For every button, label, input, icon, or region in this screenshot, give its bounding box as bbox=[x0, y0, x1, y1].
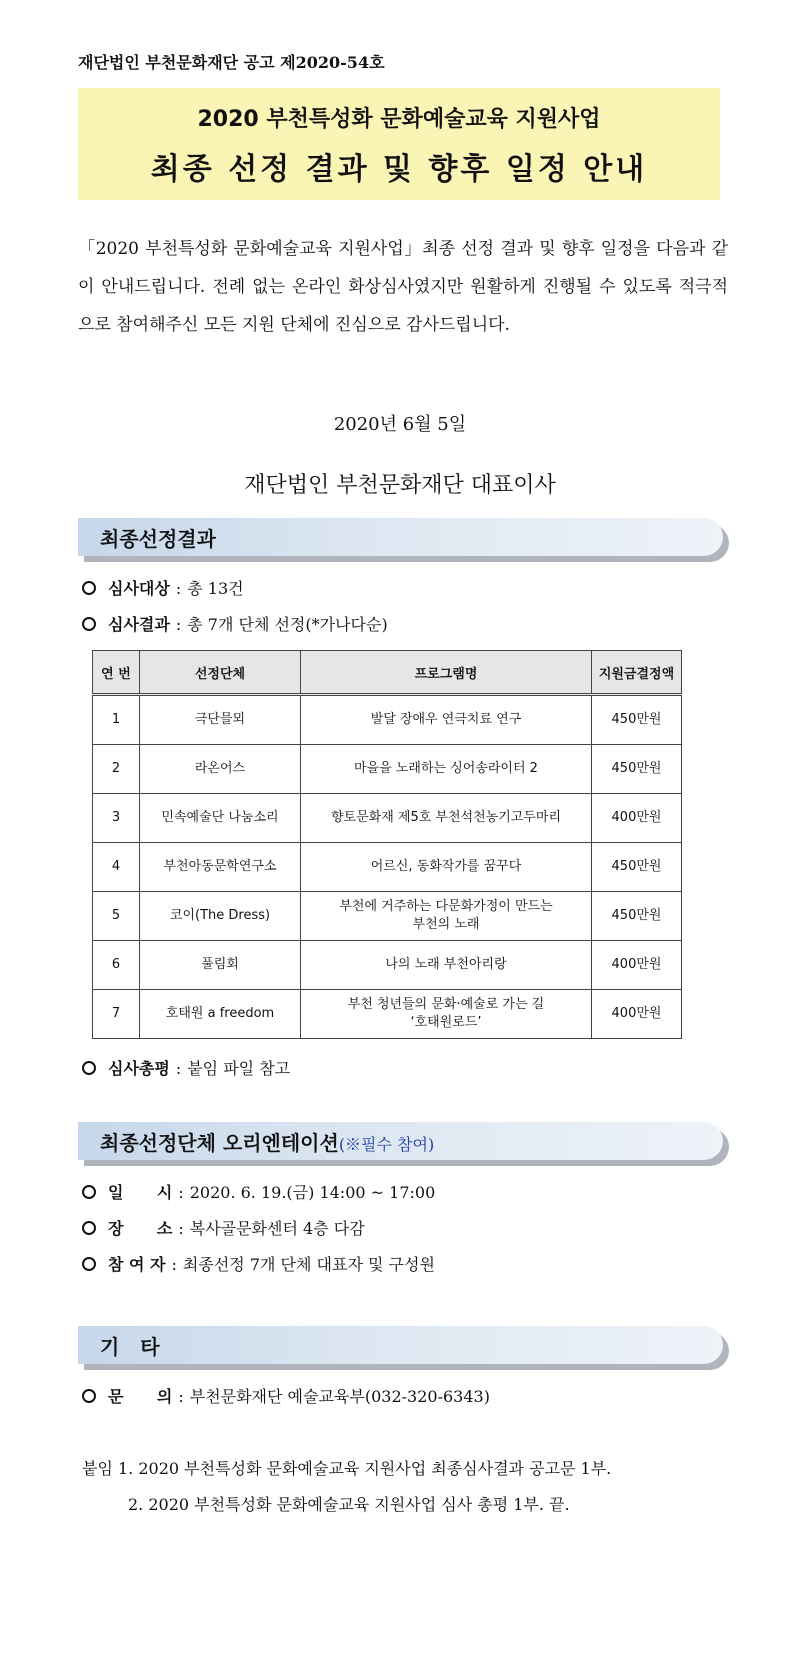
signature: 재단법인 부천문화재단 대표이사 bbox=[244, 473, 556, 498]
who-label: 참 여 자 bbox=[108, 1255, 166, 1274]
table-row bbox=[93, 843, 682, 892]
cell-org: 호태원 a freedom bbox=[140, 990, 301, 1039]
section-header-orientation bbox=[78, 1122, 723, 1160]
inquiry-label: 문 의 bbox=[108, 1387, 173, 1406]
circle-bullet-icon bbox=[82, 1061, 96, 1075]
column-header-amount: 지원금결정액 bbox=[592, 651, 682, 695]
orientation-when-item bbox=[82, 1180, 435, 1203]
section-header-etc bbox=[78, 1326, 723, 1364]
column-header-org: 선정단체 bbox=[140, 651, 301, 695]
table-row bbox=[93, 990, 682, 1039]
cell-org: 풀림회 bbox=[140, 941, 301, 990]
cell-program bbox=[301, 990, 592, 1039]
cell-program: 나의 노래 부천아리랑 bbox=[301, 941, 592, 990]
section-title-orientation bbox=[100, 1127, 434, 1156]
inquiry-item bbox=[82, 1384, 490, 1407]
cell-amount: 450만원 bbox=[592, 745, 682, 794]
section-header-results bbox=[78, 518, 723, 556]
section-title-results: 최종선정결과 bbox=[100, 527, 216, 551]
program-line-1: 부천 청년들의 문화·예술로 가는 길 bbox=[347, 997, 545, 1012]
program-line-1: 부천에 거주하는 다문화가정이 만드는 bbox=[339, 899, 553, 914]
cell-amount: 450만원 bbox=[592, 892, 682, 941]
orientation-where-item bbox=[82, 1216, 365, 1239]
review-target-label: 심사대상 bbox=[108, 579, 170, 598]
table-row bbox=[93, 695, 682, 745]
review-target-item bbox=[82, 576, 244, 599]
circle-bullet-icon bbox=[82, 617, 96, 631]
review-target-value: 총 13건 bbox=[187, 579, 244, 598]
cell-no: 5 bbox=[93, 892, 140, 941]
separator: : bbox=[178, 1183, 184, 1202]
table-row bbox=[93, 745, 682, 794]
review-comment-value: 붙임 파일 참고 bbox=[187, 1059, 291, 1078]
program-line-2: 부천의 노래 bbox=[412, 917, 480, 932]
review-result-item bbox=[82, 612, 388, 635]
attachment-line-2: 2. 2020 부천특성화 문화예술교육 지원사업 심사 총평 1부. 끝. bbox=[128, 1495, 570, 1514]
mandatory-note: (※필수 참여) bbox=[338, 1135, 435, 1154]
cell-no: 1 bbox=[93, 695, 140, 745]
cell-program: 어르신, 동화작가를 꿈꾸다 bbox=[301, 843, 592, 892]
when-value: 2020. 6. 19.(금) 14:00 ~ 17:00 bbox=[189, 1183, 436, 1202]
circle-bullet-icon bbox=[82, 1257, 96, 1271]
separator: : bbox=[175, 579, 182, 598]
cell-program: 마을을 노래하는 싱어송라이터 2 bbox=[301, 745, 592, 794]
table-row bbox=[93, 892, 682, 941]
where-value: 복사골문화센터 4층 다감 bbox=[189, 1219, 365, 1238]
review-result-label: 심사결과 bbox=[108, 615, 170, 634]
cell-org: 극단믈뫼 bbox=[140, 695, 301, 745]
where-label: 장 소 bbox=[108, 1219, 173, 1238]
circle-bullet-icon bbox=[82, 581, 96, 595]
title-box bbox=[78, 88, 720, 200]
cell-amount: 400만원 bbox=[592, 794, 682, 843]
cell-amount: 400만원 bbox=[592, 941, 682, 990]
cell-no: 7 bbox=[93, 990, 140, 1039]
cell-org: 코이(The Dress) bbox=[140, 892, 301, 941]
cell-amount: 450만원 bbox=[592, 843, 682, 892]
column-header-no: 연 번 bbox=[93, 651, 140, 695]
cell-org: 민속예술단 나눔소리 bbox=[140, 794, 301, 843]
cell-no: 2 bbox=[93, 745, 140, 794]
cell-no: 6 bbox=[93, 941, 140, 990]
when-label: 일 시 bbox=[108, 1183, 173, 1202]
separator: : bbox=[178, 1387, 184, 1406]
cell-org: 라온어스 bbox=[140, 745, 301, 794]
table-header-row bbox=[93, 651, 682, 695]
review-comment-item bbox=[82, 1056, 290, 1079]
separator: : bbox=[171, 1255, 177, 1274]
circle-bullet-icon bbox=[82, 1389, 96, 1403]
orientation-title-text: 최종선정단체 오리엔테이션 bbox=[100, 1131, 339, 1155]
orientation-who-item bbox=[82, 1252, 435, 1275]
cell-program: 향토문화재 제5호 부천석천농기고두마리 bbox=[301, 794, 592, 843]
selection-result-table bbox=[92, 650, 682, 1039]
cell-program bbox=[301, 892, 592, 941]
column-header-program: 프로그램명 bbox=[301, 651, 592, 695]
review-comment-label: 심사총평 bbox=[108, 1059, 170, 1078]
intro-paragraph: 「2020 부천특성화 문화예술교육 지원사업」최종 선정 결과 및 향후 일정을 다음과 같이 안내드립니다. 전례 없는 온라인 화상심사였지만 원활하게 진행될 수 있도록 적극적으로 참여해주신 모든 지원 단체에 진심으로 감사드립니다. bbox=[78, 239, 728, 335]
who-value: 최종선정 7개 단체 대표자 및 구성원 bbox=[182, 1255, 435, 1274]
separator: : bbox=[175, 1059, 182, 1078]
cell-amount: 400만원 bbox=[592, 990, 682, 1039]
section-fill bbox=[78, 1326, 723, 1364]
document-number: 재단법인 부천문화재단 공고 제2020-54호 bbox=[78, 53, 385, 72]
circle-bullet-icon bbox=[82, 1221, 96, 1235]
title-line-2: 최종 선정 결과 및 향후 일정 안내 bbox=[150, 152, 648, 187]
section-title-etc: 기 타 bbox=[100, 1335, 160, 1359]
separator: : bbox=[178, 1219, 184, 1238]
cell-no: 3 bbox=[93, 794, 140, 843]
inquiry-value: 부천문화재단 예술교육부(032-320-6343) bbox=[189, 1387, 490, 1406]
attachment-line-1: 붙임 1. 2020 부천특성화 문화예술교육 지원사업 최종심사결과 공고문 1부. bbox=[82, 1459, 612, 1478]
announcement-date: 2020년 6월 5일 bbox=[333, 414, 467, 435]
cell-org: 부천아동문학연구소 bbox=[140, 843, 301, 892]
title-line-1: 2020 부천특성화 문화예술교육 지원사업 bbox=[197, 107, 601, 132]
table-row bbox=[93, 941, 682, 990]
cell-no: 4 bbox=[93, 843, 140, 892]
review-result-value: 총 7개 단체 선정(*가나다순) bbox=[187, 615, 388, 634]
cell-amount: 450만원 bbox=[592, 695, 682, 745]
circle-bullet-icon bbox=[82, 1185, 96, 1199]
separator: : bbox=[175, 615, 182, 634]
program-line-2: ‘호태원로드’ bbox=[410, 1015, 482, 1030]
cell-program: 발달 장애우 연극치료 연구 bbox=[301, 695, 592, 745]
table-row bbox=[93, 794, 682, 843]
